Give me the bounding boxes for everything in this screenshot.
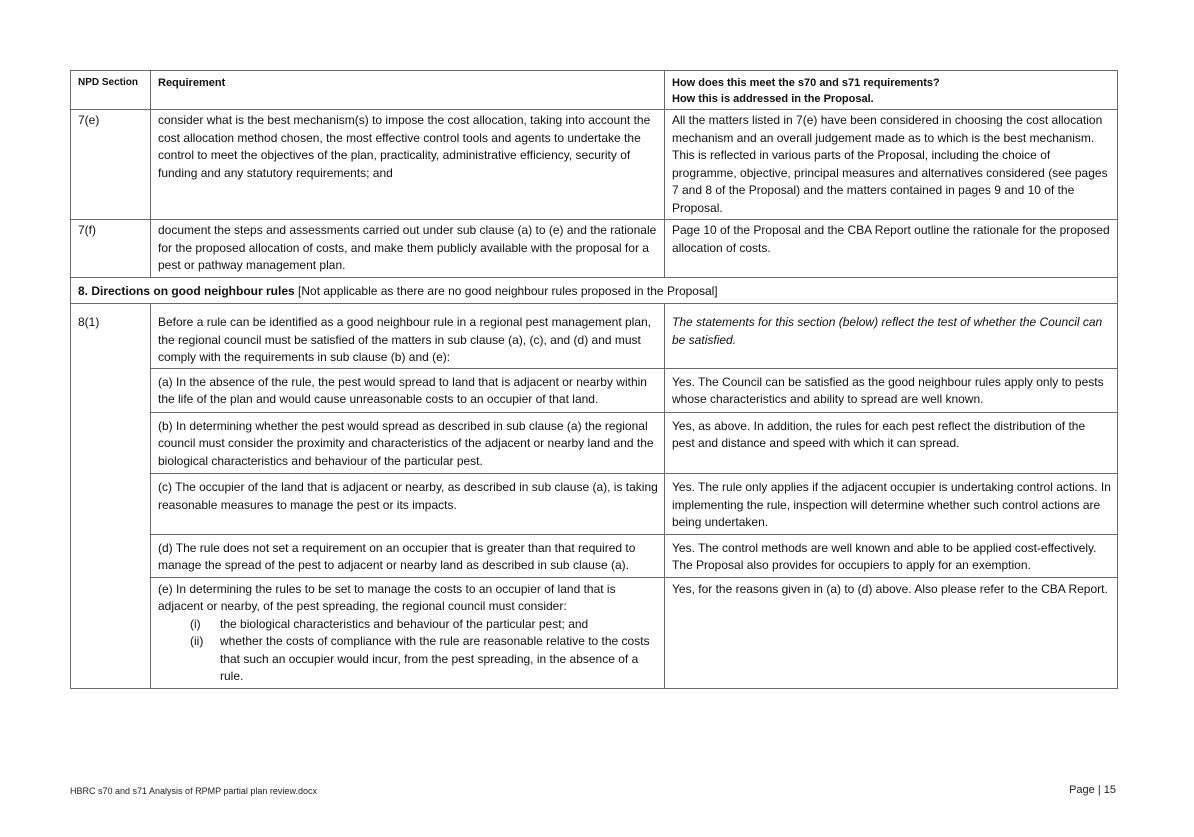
table-row xyxy=(71,577,1118,688)
section-cell: 7(e) xyxy=(71,110,151,220)
requirement-cell: consider what is the best mechanism(s) to impose the cost allocation, taking into account the cost allocation method chosen, the most effective control tools and agents to undertake the control to meet the objectives of the plan, practicality, administrative efficiency, security of funding and any statutory requirements; and xyxy=(151,110,665,220)
table-row xyxy=(71,474,1118,535)
requirement-intro: (e) In determining the rules to be set to manage the costs to an occupier of land that is adjacent or nearby, of the pest spreading, the regional council must consider: xyxy=(158,581,616,613)
requirement-cell xyxy=(151,577,665,688)
table-header-row xyxy=(71,71,1118,110)
response-cell: Page 10 of the Proposal and the CBA Report outline the rationale for the proposed allocation of costs. xyxy=(665,220,1118,278)
response-cell: Yes, for the reasons given in (a) to (d) above. Also please refer to the CBA Report. xyxy=(665,577,1118,688)
table-row xyxy=(71,534,1118,577)
requirement-cell: (b) In determining whether the pest would spread as described in sub clause (a) the regional council must consider the proximity and characteristics of the adjacent or nearby land and the biological characteristics and behaviour of the particular pest. xyxy=(151,412,665,474)
section-heading-title: 8. Directions on good neighbour rules xyxy=(78,283,295,298)
section-heading-cell xyxy=(71,277,1118,304)
table-row xyxy=(71,110,1118,220)
list-item-text: the biological characteristics and behaviour of the particular pest; and xyxy=(220,616,589,631)
response-cell: Yes. The rule only applies if the adjacent occupier is undertaking control actions. In implementing the rule, inspection will determine whether such control actions are being undertaken. xyxy=(665,474,1118,535)
response-cell: Yes. The Council can be satisfied as the good neighbour rules apply only to pests whose characteristics and ability to spread are well known. xyxy=(665,368,1118,412)
header-how-addressed xyxy=(665,71,1118,110)
requirement-cell: (a) In the absence of the rule, the pest would spread to land that is adjacent or nearby within the life of the plan and would cause unreasonable costs to an occupier of that land. xyxy=(151,368,665,412)
list-item-number: (ii) xyxy=(190,634,204,648)
footer-document-name: HBRC s70 and s71 Analysis of RPMP partial plan review.docx xyxy=(70,786,317,796)
section-cell: 7(f) xyxy=(71,220,151,278)
list-item xyxy=(158,616,658,634)
response-cell: All the matters listed in 7(e) have been considered in choosing the cost allocation mechanism and an overall judgement made as to which is the best mechanism. This is reflected in various parts of the Proposal, including the choice of programme, objective, principal measures and alternatives considered (see pages 7 and 8 of the Proposal) and the matters contained in pages 9 and 10 of the Proposal. xyxy=(665,110,1118,220)
table-row xyxy=(71,412,1118,474)
section-heading-note: [Not applicable as there are no good neighbour rules proposed in the Proposal] xyxy=(294,283,718,298)
table-row xyxy=(71,304,1118,369)
response-cell: The statements for this section (below) reflect the test of whether the Council can be satisfied. xyxy=(665,304,1118,369)
list-item xyxy=(158,633,658,686)
table-row xyxy=(71,368,1118,412)
requirements-table xyxy=(70,70,1118,689)
list-item-text: whether the costs of compliance with the rule are reasonable relative to the costs that such an occupier would incur, from the pest spreading, in the absence of a rule. xyxy=(220,634,650,683)
requirement-cell: document the steps and assessments carried out under sub clause (a) to (e) and the rationale for the proposed allocation of costs, and make them publicly available with the proposal for a pest or pathway management plan. xyxy=(151,220,665,278)
footer-page-number: Page | 15 xyxy=(1069,784,1116,796)
table-row xyxy=(71,220,1118,278)
requirement-cell: (d) The rule does not set a requirement on an occupier that is greater than that required to manage the spread of the pest to adjacent or nearby land as described in sub clause (a). xyxy=(151,534,665,577)
requirement-cell: Before a rule can be identified as a good neighbour rule in a regional pest management plan, the regional council must be satisfied of the matters in sub clause (a), (c), and (d) and must comply with the requirements in sub clause (b) and (e): xyxy=(151,304,665,369)
header-requirement: Requirement xyxy=(151,71,665,110)
response-cell: Yes, as above. In addition, the rules for each pest reflect the distribution of the pest and distance and speed with which it can spread. xyxy=(665,412,1118,474)
sub-item-list xyxy=(158,616,658,686)
section-heading-row xyxy=(71,277,1118,304)
header-npd-section: NPD Section xyxy=(71,71,151,110)
section-cell: 8(1) xyxy=(71,304,151,689)
header-how-line2: How this is addressed in the Proposal. xyxy=(672,93,874,105)
list-item-number: (i) xyxy=(190,616,201,631)
header-how-line1: How does this meet the s70 and s71 requirements? xyxy=(672,77,940,89)
requirement-cell: (c) The occupier of the land that is adjacent or nearby, as described in sub clause (a), is taking reasonable measures to manage the pest or its impacts. xyxy=(151,474,665,535)
response-cell: Yes. The control methods are well known and able to be applied cost-effectively. The Proposal also provides for occupiers to apply for an exemption. xyxy=(665,534,1118,577)
